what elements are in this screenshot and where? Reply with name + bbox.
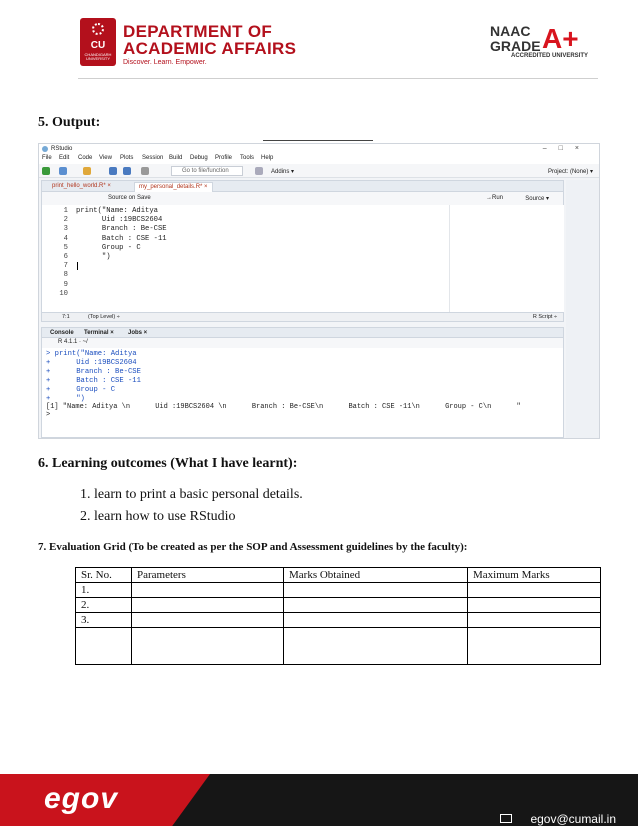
- editor-toolbar: [41, 192, 564, 205]
- table-header-row: [76, 568, 601, 583]
- run-button[interactable]: →Run: [485, 195, 503, 201]
- output-heading: 5. Output:: [38, 115, 101, 130]
- dept-title-line2: ACADEMIC AFFAIRS: [123, 39, 297, 58]
- editor-tabbar: [41, 180, 564, 192]
- evaluation-table: [75, 567, 601, 665]
- marks-cell: [284, 613, 468, 628]
- console-path: [41, 338, 564, 348]
- max-marks-cell: [468, 613, 601, 628]
- sr-no-cell: 3.: [76, 613, 132, 628]
- col-parameters: Parameters: [132, 568, 284, 583]
- new-file-icon[interactable]: [42, 167, 50, 175]
- logo-text: CU: [90, 40, 106, 51]
- max-marks-cell: [468, 598, 601, 613]
- learning-outcomes-heading: 6. Learning outcomes (What I have learnt):: [38, 456, 298, 471]
- table-row: [76, 613, 601, 628]
- outcome-item: 1. learn to print a basic personal details.: [80, 487, 303, 502]
- project-menu[interactable]: Project: (None) ▾: [547, 169, 593, 175]
- col-maximum-marks: Maximum Marks: [468, 568, 601, 583]
- environment-pane: [449, 205, 564, 312]
- max-marks-cell: [468, 583, 601, 598]
- page-footer: [0, 774, 638, 826]
- rstudio-app-icon: [42, 146, 48, 152]
- menu-profile[interactable]: Profile: [215, 155, 233, 161]
- tab-terminal[interactable]: Terminal ×: [84, 330, 114, 336]
- max-marks-cell: [468, 628, 601, 665]
- separator-line: [263, 140, 373, 141]
- marks-cell: [284, 583, 468, 598]
- logo-emblem-icon: [92, 23, 104, 35]
- scope-selector[interactable]: (Top Level) ÷: [88, 314, 120, 320]
- open-file-icon[interactable]: [83, 167, 91, 175]
- egov-logo: egov: [44, 782, 119, 815]
- sr-no-cell: [76, 628, 132, 665]
- print-icon[interactable]: [141, 167, 149, 175]
- tab-jobs[interactable]: Jobs ×: [128, 330, 148, 336]
- menu-plots[interactable]: Plots: [120, 155, 134, 161]
- save-all-icon[interactable]: [123, 167, 131, 175]
- window-controls[interactable]: –□×: [542, 145, 591, 152]
- menu-tools[interactable]: Tools: [240, 155, 255, 161]
- menu-file[interactable]: File: [42, 155, 52, 161]
- university-logo: [80, 18, 116, 66]
- r-version: R 4.1.1 · ~/: [58, 339, 88, 345]
- learning-outcomes-list: [80, 484, 303, 528]
- grade-value: A+: [542, 23, 579, 54]
- grid-icon[interactable]: [255, 167, 263, 175]
- line-numbers: 1 2 3 4 5 6 7 8 9 10: [59, 207, 68, 298]
- outcome-item: 2. learn how to use RStudio: [80, 509, 236, 524]
- source-on-save-checkbox[interactable]: Source on Save: [108, 195, 151, 201]
- parameter-cell: [132, 613, 284, 628]
- rstudio-screenshot: [38, 143, 600, 439]
- logo-subtext: CHANDIGARH UNIVERSITY: [84, 52, 112, 61]
- menu-session[interactable]: Session: [142, 155, 164, 161]
- sr-no-cell: 1.: [76, 583, 132, 598]
- rstudio-menubar: [39, 154, 599, 164]
- menu-help[interactable]: Help: [261, 155, 274, 161]
- console-input-lines: > print("Name: Aditya + Uid :19BCS2604 + Branch : Be-CSE + Batch : CSE -11 + Group - C + "): [46, 350, 141, 403]
- sr-no-cell: 2.: [76, 598, 132, 613]
- menu-build[interactable]: Build: [169, 155, 183, 161]
- table-row: [76, 598, 601, 613]
- code-text[interactable]: print("Name: Aditya Uid :19BCS2604 Branch : Be-CSE Batch : CSE -11 Group - C "): [76, 207, 167, 262]
- grade-label: GRADE: [490, 38, 541, 54]
- mail-icon: [500, 814, 512, 823]
- header-divider: [78, 78, 598, 79]
- goto-file-input[interactable]: Go to file/function: [171, 166, 243, 176]
- parameter-cell: [132, 628, 284, 665]
- col-sr-no: Sr. No.: [76, 568, 132, 583]
- addins-menu[interactable]: Addins ▾: [271, 169, 295, 175]
- menu-code[interactable]: Code: [78, 155, 93, 161]
- editor-statusbar: [41, 312, 564, 322]
- accredited-label: ACCREDITED UNIVERSITY: [511, 53, 589, 59]
- menu-debug[interactable]: Debug: [190, 155, 208, 161]
- tab-console[interactable]: Console: [50, 330, 74, 336]
- right-sidebar: [566, 180, 599, 438]
- naac-label: NAAC: [490, 23, 531, 39]
- text-cursor: [77, 262, 78, 270]
- footer-email[interactable]: egov@cumail.in: [530, 812, 616, 826]
- table-row: [76, 628, 601, 665]
- console-output[interactable]: [41, 348, 564, 438]
- save-icon[interactable]: [109, 167, 117, 175]
- dept-title-line1: DEPARTMENT OF: [123, 22, 273, 41]
- col-marks-obtained: Marks Obtained: [284, 568, 468, 583]
- evaluation-grid-heading: 7. Evaluation Grid (To be created as per the SOP and Assessment guidelines by the faculty):: [38, 541, 468, 553]
- tab-my-personal-details[interactable]: my_personal_details.R* ×: [134, 182, 213, 192]
- console-tabbar: [41, 327, 564, 338]
- marks-cell: [284, 598, 468, 613]
- table-row: [76, 583, 601, 598]
- tab-print-hello-world[interactable]: print_hello_world.R* ×: [52, 183, 111, 189]
- rstudio-titlebar: [39, 144, 599, 154]
- console-result: [1] "Name: Aditya \n Uid :19BCS2604 \n Branch : Be-CSE\n Batch : CSE -11\n Group - C\n " >: [46, 403, 521, 419]
- marks-cell: [284, 628, 468, 665]
- menu-view[interactable]: View: [99, 155, 112, 161]
- menu-edit[interactable]: Edit: [59, 155, 70, 161]
- tagline: Discover. Learn. Empower.: [123, 59, 207, 66]
- rstudio-toolbar: [39, 164, 599, 178]
- new-project-icon[interactable]: [59, 167, 67, 175]
- cursor-position: 7:1: [62, 314, 70, 320]
- rstudio-window-title: RStudio: [51, 146, 73, 152]
- source-button[interactable]: Source ▾: [525, 196, 549, 202]
- file-type-selector[interactable]: R Script ÷: [532, 314, 557, 320]
- parameter-cell: [132, 583, 284, 598]
- parameter-cell: [132, 598, 284, 613]
